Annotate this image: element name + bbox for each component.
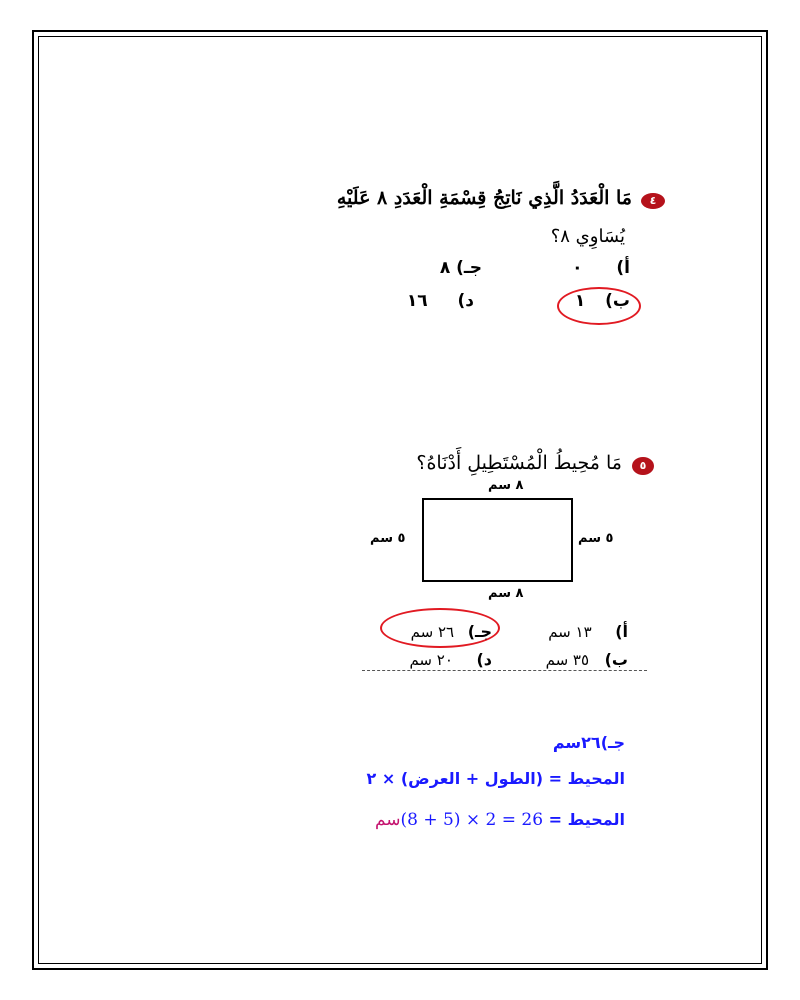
option-value: ١٣ سم (548, 623, 592, 641)
formula-label: المحيط = (548, 769, 625, 788)
question-4-option-a (572, 258, 630, 278)
question-4-title: مَا الْعَدَدُ الَّذِي نَاتِجُ قِسْمَةِ الْعَدَدِ ٨ عَلَيْهِ (336, 187, 632, 209)
option-value: ١ (574, 291, 586, 311)
question-4-option-d (407, 291, 474, 311)
question-4-number-badge: ٤ (641, 193, 665, 209)
computed-unit: سم (374, 810, 401, 830)
option-value: ٣٥ سم (545, 651, 590, 669)
rectangle-bottom-label: ٨ سم (488, 586, 524, 601)
question-5-option-b (546, 650, 628, 669)
rectangle-top-label: ٨ سم (488, 478, 524, 493)
solution-computation (375, 810, 625, 830)
option-value: ٨ (439, 258, 451, 278)
option-value: ٢٠ سم (409, 651, 453, 669)
option-letter: د) (476, 650, 492, 669)
solution-answer: جـ)٢٦سم (552, 733, 625, 752)
question-4-option-c (440, 258, 482, 278)
option-letter: جـ) (467, 622, 492, 641)
question-5-number-badge: ٥ (632, 457, 654, 475)
rectangle-right-label: ٥ سم (578, 531, 614, 546)
option-letter: د) (457, 291, 474, 311)
question-5-option-d (409, 650, 492, 669)
option-letter: ب) (604, 650, 628, 669)
option-value: ٠ (572, 258, 583, 278)
formula-text: (الطول + العرض) × ٢ (366, 769, 544, 788)
question-5-option-c (411, 622, 492, 641)
computed-expression: (8 + 5) × 2 = 26 (400, 810, 544, 830)
question-5-title: مَا مُحِيطُ الْمُسْتَطِيلِ أَدْنَاهُ؟ (416, 452, 622, 474)
option-letter: أ) (616, 258, 630, 278)
rectangle-left-label: ٥ سم (370, 531, 406, 546)
option-value: ٢٦ سم (410, 623, 455, 641)
option-letter: جـ) (456, 258, 482, 278)
computed-label: المحيط = (548, 810, 625, 829)
question-4-answer-circle (557, 287, 641, 325)
option-letter: ب) (605, 291, 630, 311)
dashed-divider (362, 670, 647, 671)
question-4-title-line2: يُسَاوِي ٨؟ (550, 226, 625, 247)
option-value: ١٦ (406, 291, 428, 311)
question-5-option-a (548, 622, 628, 641)
rectangle-shape (422, 498, 573, 582)
option-letter: أ) (615, 622, 628, 641)
solution-formula (367, 769, 625, 788)
